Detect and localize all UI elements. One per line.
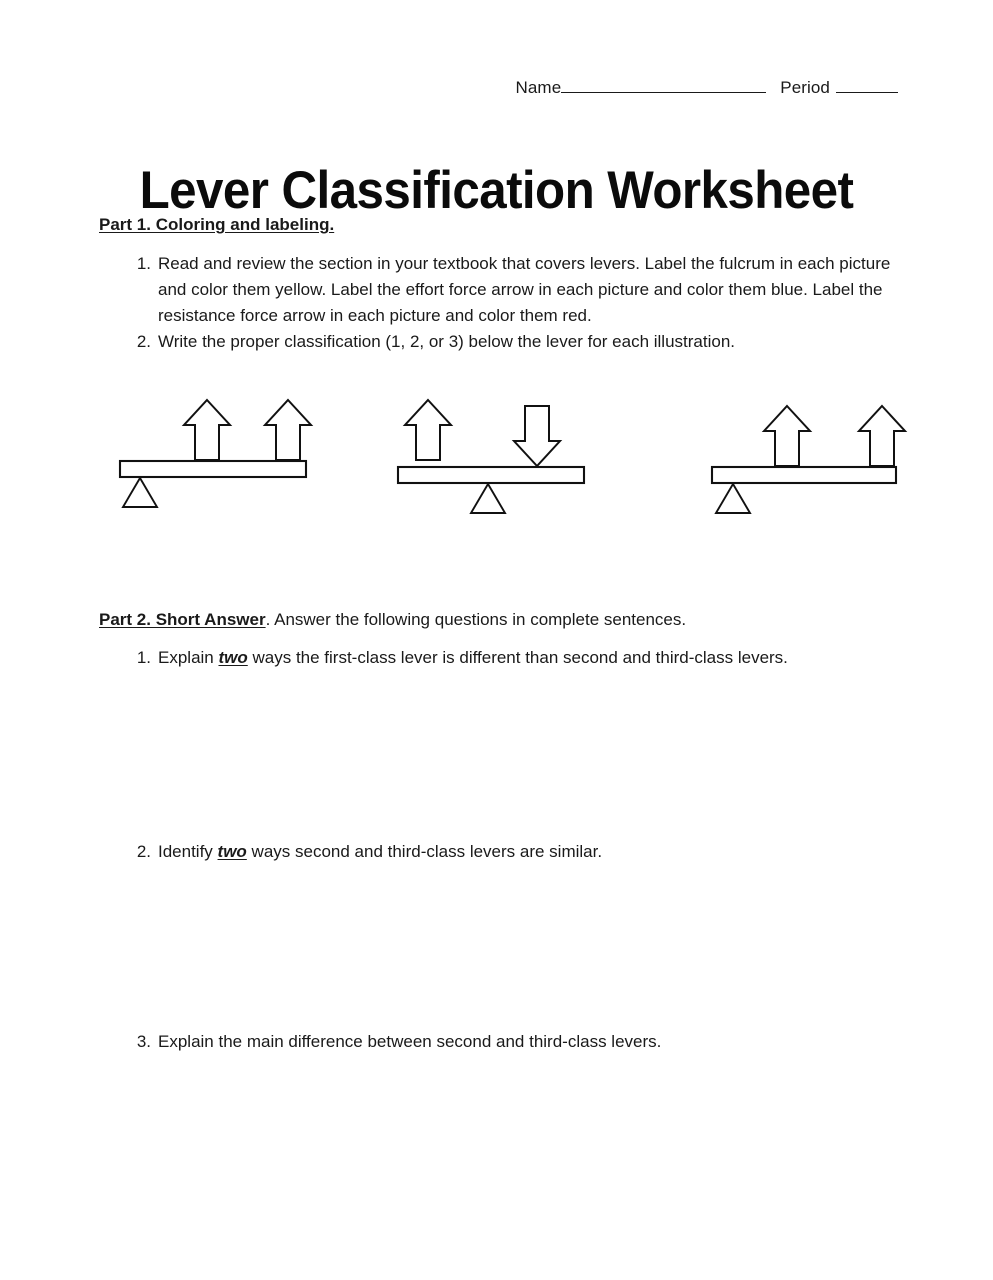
name-blank-line[interactable]: [561, 78, 766, 93]
lever-diagram-2: [392, 392, 597, 517]
list-item-text: Write the proper classification (1, 2, or 3) below the lever for each illustration.: [158, 332, 736, 352]
list-item-number: 1.: [136, 648, 151, 667]
list-item-number: 1.: [136, 254, 151, 273]
lever-illustrations: [0, 392, 993, 517]
question-text-after: ways second and third-class levers are similar.: [246, 842, 603, 861]
question-text-before: Explain the main difference between second and third-class levers.: [158, 1032, 662, 1051]
lever-diagram-1: [112, 392, 322, 517]
name-period-line: [0, 78, 898, 98]
effort-force-arrow-up: [184, 400, 230, 460]
fulcrum-triangle: [716, 484, 750, 513]
lever-diagram-3: [706, 392, 906, 517]
list-item-number: 2.: [136, 842, 151, 861]
period-blank-line[interactable]: [836, 78, 898, 93]
list-item: [99, 839, 898, 1029]
effort-force-arrow-up: [764, 406, 810, 466]
fulcrum-triangle: [123, 478, 157, 507]
list-item: [99, 645, 898, 839]
lever-bar: [398, 467, 584, 483]
question-text-before: Identify: [158, 842, 218, 861]
list-item: [99, 329, 898, 355]
page-title: Lever Classification Worksheet: [139, 160, 854, 220]
list-item-number: 3.: [136, 1032, 151, 1051]
question-emphasis: two: [217, 842, 247, 861]
question-text-after: ways the first-class lever is different than second and third-class levers.: [247, 648, 788, 667]
period-label: Period: [780, 78, 830, 97]
part2-question-list: [99, 645, 898, 1055]
lever-bar: [120, 461, 306, 477]
list-item-number: 2.: [136, 332, 151, 352]
fulcrum-triangle: [471, 484, 505, 513]
resistance-force-arrow-up: [859, 406, 905, 466]
question-emphasis: two: [218, 648, 248, 667]
part1-heading-text: Part 1. Coloring and labeling.: [99, 215, 335, 234]
part1-heading: [99, 214, 334, 237]
part2-heading-text: Part 2. Short Answer: [99, 610, 266, 629]
resistance-force-arrow-down: [514, 406, 560, 466]
list-item: [99, 1029, 898, 1055]
part1-instruction-list: [99, 251, 898, 356]
list-item: [99, 251, 898, 328]
question-text-before: Explain: [158, 648, 219, 667]
effort-force-arrow-up: [405, 400, 451, 460]
resistance-force-arrow-up: [265, 400, 311, 460]
part2-heading-rest: . Answer the following questions in complete sentences.: [265, 610, 687, 629]
lever-bar: [712, 467, 896, 483]
part2-heading: [99, 609, 686, 632]
list-item-text: Read and review the section in your textbook that covers levers. Label the fulcrum in each picture and color them yellow. Label the effort force arrow in each picture and color them blue. Label the resistance force arrow in each picture and color them red.: [158, 254, 891, 325]
name-label: Name: [515, 78, 562, 97]
